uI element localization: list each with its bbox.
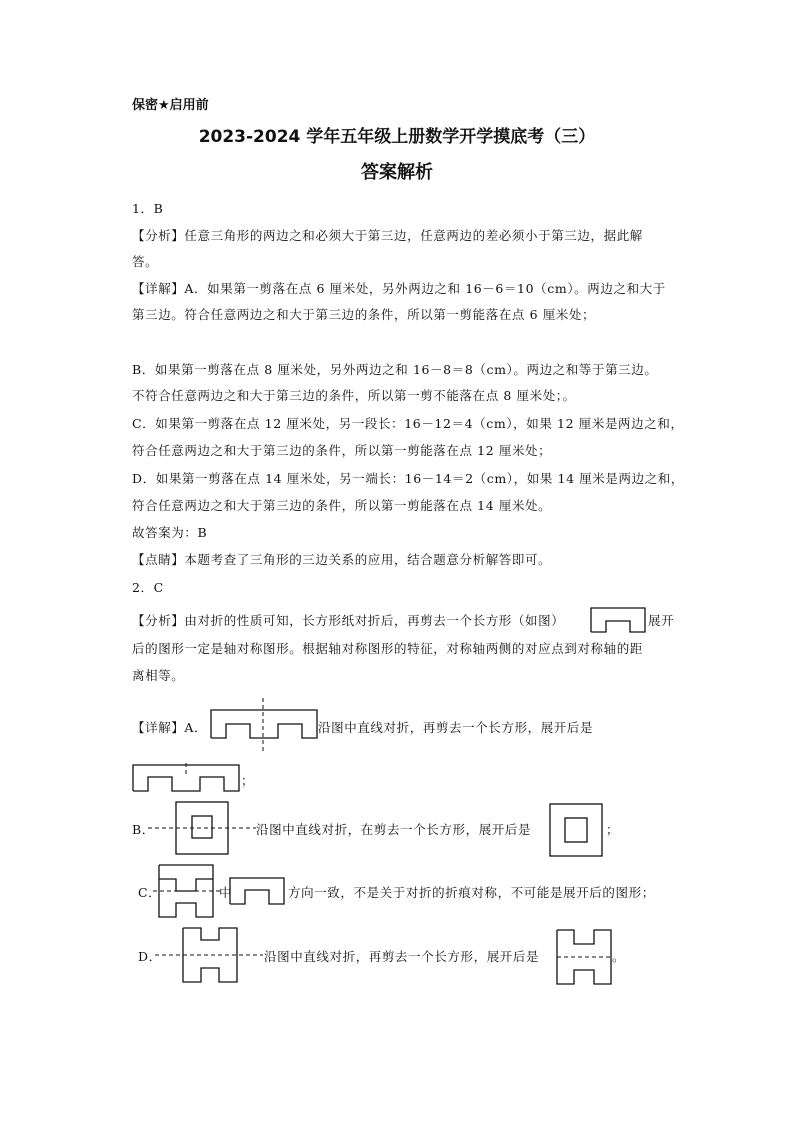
q2-option-a-end: ； — [241, 773, 255, 788]
page-title: 2023-2024 学年五年级上册数学开学摸底考（三） — [198, 127, 596, 147]
q1-answer: 故答案为：B — [132, 525, 208, 540]
q2-option-a-label: 【详解】A． — [132, 720, 208, 735]
q2-option-d-label: D． — [138, 949, 162, 964]
q1-number: 1．B — [132, 201, 164, 216]
q1-detail-c-line2: 符合任意两边之和大于第三边的条件，所以第一剪能落在点 12 厘米处； — [132, 443, 552, 458]
notched-rectangle-figure — [590, 607, 646, 633]
q2-analysis-line1-end: 展开 — [648, 613, 675, 628]
option-b-result-figure — [548, 802, 604, 856]
q1-comment: 【点睛】本题考查了三角形的三边关系的应用，结合题意分析解答即可。 — [132, 552, 552, 567]
q1-analysis-line2: 答。 — [132, 254, 159, 269]
option-d-result-figure — [555, 928, 615, 986]
q1-detail-d-line1: D．如果第一剪落在点 14 厘米处，另一端长：16－14＝2（cm），如果 14 厘米是两边之和， — [132, 471, 684, 486]
q2-option-c-mid: 中 — [219, 885, 233, 900]
q1-detail-c-line1: C．如果第一剪落在点 12 厘米处，另一段长：16－12＝4（cm），如果 12 厘米是两边之和， — [132, 416, 684, 431]
q2-analysis-line3: 离相等。 — [132, 668, 185, 683]
option-c-compare-figure — [229, 876, 285, 906]
q2-analysis-line1: 【分析】由对折的性质可知，长方形纸对折后，再剪去一个长方形（如图） — [132, 613, 565, 628]
q2-option-b-text: 沿图中直线对折，在剪去一个长方形，展开后是 — [256, 822, 532, 837]
q2-option-c-text: 方向一致，不是关于对折的折痕对称，不可能是展开后的图形； — [288, 885, 655, 900]
q2-option-a-text: 沿图中直线对折，再剪去一个长方形，展开后是 — [318, 720, 594, 735]
q1-detail-a-line2: 第三边。符合任意两边之和大于第三边的条件，所以第一剪能落在点 6 厘米处； — [132, 307, 596, 322]
q2-option-b-label: B． — [132, 822, 155, 837]
q2-option-c-label: C． — [138, 885, 162, 900]
option-c-figure — [153, 863, 221, 919]
q1-detail-b-line1: B．如果第一剪落在点 8 厘米处，另外两边之和 16－8＝8（cm）。两边之和等于第三边。 — [132, 362, 658, 377]
q2-analysis-line2: 后的图形一定是轴对称图形。根据轴对称图形的特征，对称轴两侧的对应点到对称轴的距 — [132, 641, 643, 656]
q1-detail-b-line2: 不符合任意两边之和大于第三边的条件，所以第一剪不能落在点 8 厘米处；。 — [132, 388, 576, 403]
option-a-result-figure — [132, 763, 240, 793]
option-b-figure — [148, 800, 256, 856]
option-d-figure — [155, 926, 263, 984]
page-subtitle: 答案解析 — [361, 162, 433, 183]
q2-option-d-text: 沿图中直线对折，再剪去一个长方形，展开后是 — [264, 949, 540, 964]
q2-option-d-end: 。 — [612, 949, 626, 964]
confidential-label: 保密★启用前 — [132, 98, 209, 113]
q1-detail-d-line2: 符合任意两边之和大于第三边的条件，所以第一剪能落在点 14 厘米处。 — [132, 498, 552, 513]
option-a-figure — [210, 698, 318, 754]
q1-analysis-line1: 【分析】任意三角形的两边之和必须大于第三边，任意两边的差必须小于第三边，据此解 — [132, 228, 643, 243]
q2-option-b-end: ； — [606, 822, 620, 837]
q1-detail-a-line1: 【详解】A．如果第一剪落在点 6 厘米处，另外两边之和 16－6＝10（cm）。两边之和大于 — [132, 281, 666, 296]
q2-number: 2．C — [132, 580, 164, 595]
